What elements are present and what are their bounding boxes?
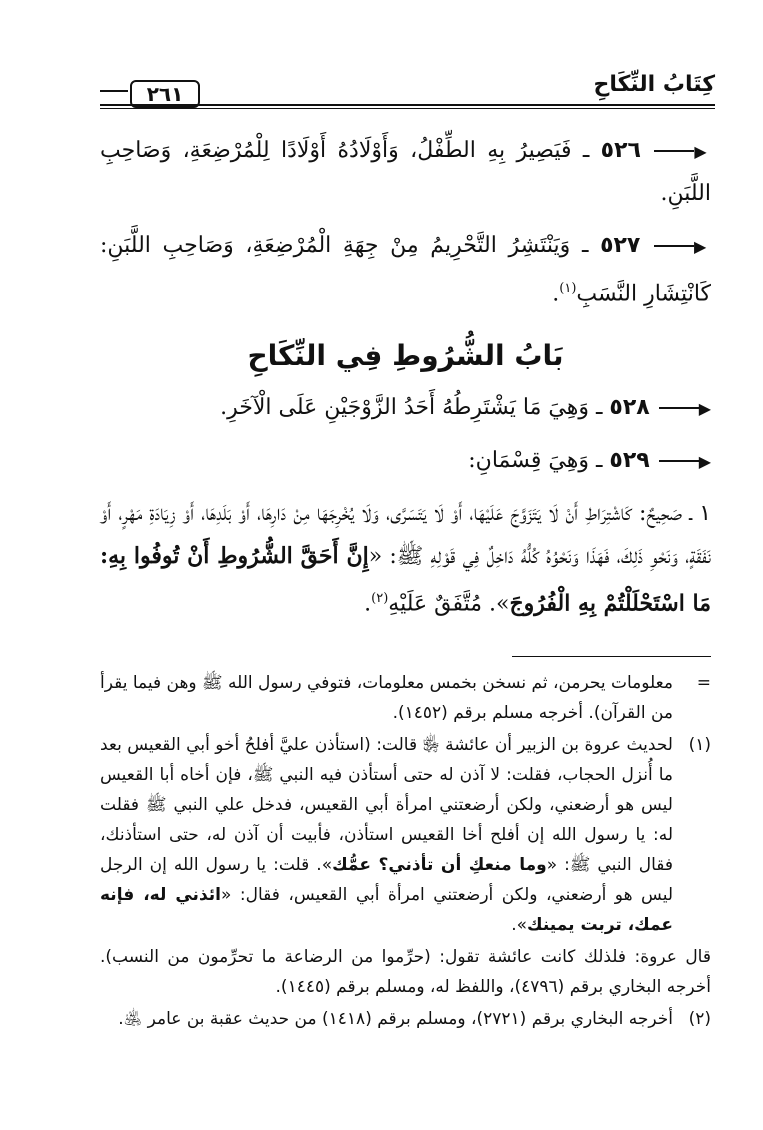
footnote-ref: (٢) [371,591,389,607]
footnote-mark: (٢) [688,1009,711,1029]
entry-527: ▶ ٥٢٧ ـ وَيَنْتَشِرُ التَّحْرِيمُ مِنْ جِهَةِ الْمُرْضِعَةِ، وَصَاحِبِ اللَّبَنِ: كَانْتِشَارِ النَّسَبِ$^{(١)}$. [100,233,711,307]
entry-number: ٥٢٦ [600,138,641,163]
entry-text: وَيَنْتَشِرُ التَّحْرِيمُ مِنْ جِهَةِ الْمُرْضِعَةِ، وَصَاحِبِ اللَّبَنِ: كَانْتِشَارِ النَّسَبِ [100,233,711,307]
entry-text: فَيَصِيرُ بِهِ الطِّفْلُ، وَأَوْلَادُهُ أَوْلَادًا لِلْمُرْضِعَةِ، وَصَاحِبِ اللَّبَنِ. [100,138,711,206]
footnote-text: قال عروة: فلذلك كانت عائشة تقول: (حرِّموا من الرضاعة ما تحرِّمون من النسب). أخرجه البخاري برقم (٤٧٩٦)، واللفظ له، ومسلم برقم (١٤٤٥). [100,947,711,997]
arrow-icon: ▶ [698,399,711,419]
footnote-2 [100,1004,711,1034]
arrow-line [659,460,699,462]
header-dash [100,90,128,92]
footnote-text: لحديث عروة بن الزبير أن عائشة ﵂ قالت: (استأذن عليَّ أفلحُ أخو أبي القعيس بعد ما أُنزل الحجاب، فقلت: لا آذن له حتى أستأذن فيه النبي ﷺ، فإن أخاه أبا القعيس ليس هو أرضعني، ولكن أرضعتني امرأة أبي القعيس، فدخل علي النبي ﷺ فقلت له: يا رسول الله إن أفلح أخا القعيس استأذن، فأبيت أن آذن له، حتى استأذنك، فقال النبي ﷺ: « [100,735,674,875]
footnote-continued [100,668,711,728]
footnote-text: معلومات يحرمن، ثم نسخن بخمس معلومات، فتوفي رسول الله ﷺ وهن فيما يقرأ من القرآن). أخرجه مسلم برقم (١٤٥٢). [100,673,673,723]
entry-number: ٥٢٩ [609,448,650,474]
header-rule-thin [100,108,715,109]
footnote-separator [512,656,711,657]
item-1 [100,493,711,625]
entry-text: وَهِيَ مَا يَشْتَرِطُهُ أَحَدُ الزَّوْجَيْنِ عَلَى الْآخَرِ. [220,395,589,421]
entry-526: ▶ ٥٢٦ ـ فَيَصِيرُ بِهِ الطِّفْلُ، وَأَوْلَادُهُ أَوْلَادًا لِلْمُرْضِعَةِ، وَصَاحِبِ اللَّبَنِ. [100,138,711,206]
page-number: ٢٦١ [130,80,200,108]
arrow-icon: ▶ [694,142,711,161]
arrow-icon: ▶ [694,237,711,256]
footnote-1-cont [100,942,711,1002]
entry-528: ▶ ٥٢٨ ـ وَهِيَ مَا يَشْتَرِطُهُ أَحَدُ الزَّوْجَيْنِ عَلَى الْآخَرِ. [220,395,711,421]
arrow-line [659,407,699,409]
entry-tail: . [552,281,560,307]
arrow-line [654,150,694,152]
footnote-text-end: ». [511,915,528,935]
footnotes [100,668,711,1036]
header-rule [100,104,715,106]
item-text-end: ». مُتَّفَقٌ عَلَيْهِ [388,591,510,617]
footnote-1 [100,730,711,940]
main-text [100,130,711,636]
arrow-icon: ▶ [698,452,711,472]
footnote-ref: (١) [559,281,577,296]
item-tail: . [364,591,372,617]
entry-number: ٥٢٧ [600,233,641,258]
footnote-quote-2: ائذني له، فإنه عمك، تربت يمينك [100,885,673,935]
footnote-quote: وما منعكِ أن تأذني؟ عمُّك [332,855,547,875]
footnote-mark: = [696,673,711,693]
entry-number: ٥٢٨ [609,395,650,421]
footnote-mark: (١) [688,735,711,755]
footnote-text: أخرجه البخاري برقم (٢٧٢١)، ومسلم برقم (١٤١٨) من حديث عقبة بن عامر ﵁. [118,1009,673,1029]
page-header [100,72,715,112]
arrow-line [654,245,694,247]
entry-529: ▶ ٥٢٩ ـ وَهِيَ قِسْمَانِ: [468,448,711,474]
book-title: كِتَابُ النِّكَاحِ [593,72,715,97]
hadith-quote: إِنَّ أَحَقَّ الشُّرُوطِ أَنْ تُوفُوا بِهِ: مَا اسْتَحْلَلْتُمْ بِهِ الْفُرُوجَ [100,543,711,617]
section-heading: بَابُ الشُّرُوطِ فِي النِّكَاحِ [247,339,564,373]
footnote-text-cont: ». قلت: يا رسول الله إن الرجل ليس هو أرضعني، ولكن أرضعتني امرأة أبي القعيس، فقال: « [100,855,674,905]
entry-text: وَهِيَ قِسْمَانِ: [468,448,589,474]
item-text: صَحِيحٌ: كَاشْتِرَاطِ أَنْ لَا يَتَزَوَّجَ عَلَيْهَا، أَوْ لَا يَتَسَرَّى، وَلَا يُخْرِجَهَا مِنْ دَارِهَا، أَوْ بَلَدِهَا، أَوْ زِيَادَةِ مَهْرٍ، أَوْ نَفَقَةٍ، وَنَحْوِ ذَلِكَ، فَهَذَا وَنَحْوُهُ كُلُّهُ دَاخِلٌ فِي قَوْلِهِ ﷺ: « [100,501,712,570]
item-label: ١ ـ [689,501,712,527]
